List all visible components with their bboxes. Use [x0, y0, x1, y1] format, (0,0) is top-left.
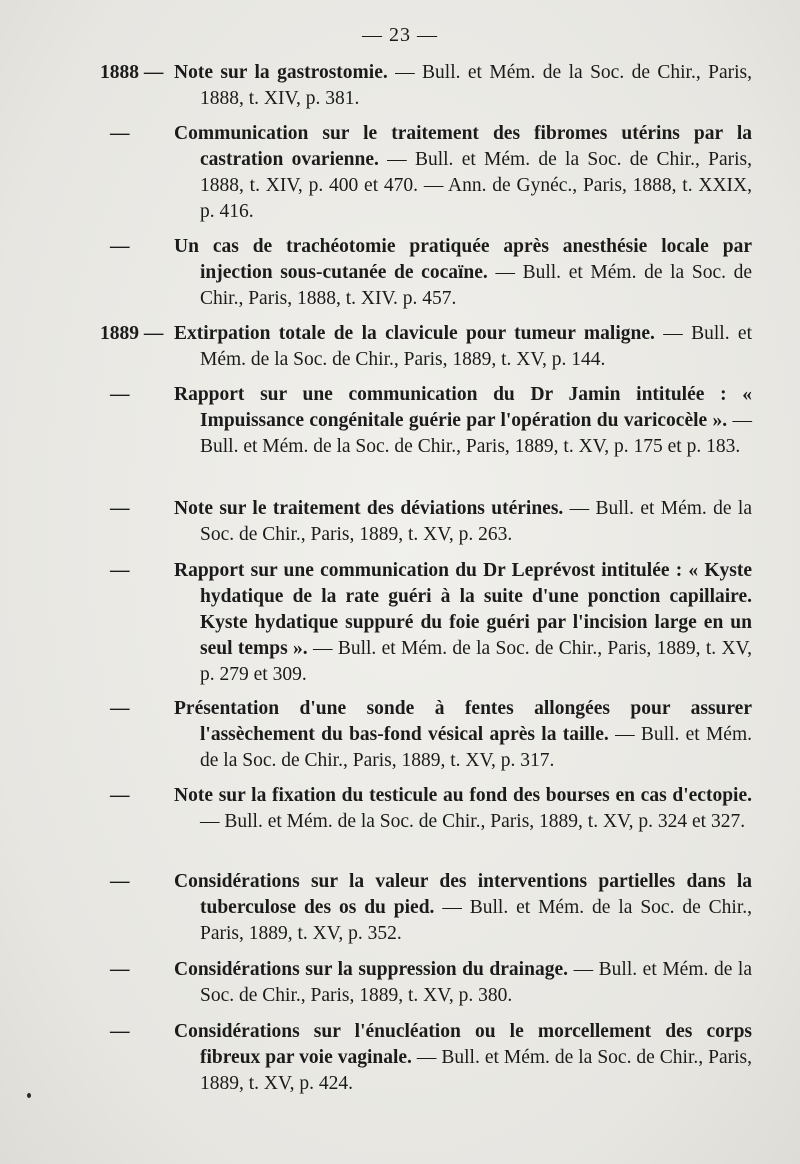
- page-number: — 23 —: [362, 24, 438, 46]
- entry-marker: —: [110, 871, 130, 892]
- entry-marker: —: [110, 384, 130, 405]
- bibliography-entry: [100, 696, 752, 783]
- entry-marker: —: [110, 1021, 130, 1042]
- entry-marker: —: [110, 785, 130, 806]
- entry-title: Présentation d'une sonde à fentes allongées pour assurer l'assèchement du bas-fond vésical après la taille.: [174, 698, 752, 745]
- entry-reference: — Bull. et Mém. de la Soc. de Chir., Paris, 1889, t. XV, p. 144.: [200, 323, 753, 370]
- entry-title: Considérations sur la suppression du drainage.: [174, 959, 568, 980]
- entry-reference: — Bull. et Mém. de la Soc. de Chir., Paris, 1889, t. XV, p. 380.: [200, 959, 752, 1006]
- entry-reference: — Bull. et Mém. de la Soc. de Chir., Paris, 1888, t. XIV. p. 457.: [200, 262, 753, 309]
- entry-marker: 1889 —: [100, 323, 164, 344]
- entry-title: Note sur la fixation du testicule au fond des bourses en cas d'ectopie.: [174, 785, 752, 806]
- entry-reference: — Bull. et Mém. de la Soc. de Chir., Paris, 1889, t. XV, p. 317.: [200, 724, 753, 771]
- entry-reference: — Bull. et Mém. de la Soc. de Chir., Paris, 1888, t. XIV, p. 400 et 470. — Ann. de Gynéc., Paris, 1888, t. XXIX, p. 416.: [200, 149, 752, 222]
- bibliography-list: [100, 60, 752, 1099]
- bibliography-entry: [100, 783, 752, 869]
- entry-title: Communication sur le traitement des fibromes utérins par la castration ovarienne.: [174, 123, 752, 170]
- entry-marker: —: [110, 959, 130, 980]
- ink-speck: [27, 1093, 31, 1098]
- bibliography-entry: [100, 321, 752, 382]
- bibliography-entry: [100, 1019, 752, 1099]
- entry-reference: — Bull. et Mém. de la Soc. de Chir., Paris, 1888, t. XIV, p. 381.: [200, 62, 753, 109]
- entry-title: Un cas de trachéotomie pratiquée après anesthésie locale par injection sous-cutanée de cocaïne.: [174, 236, 752, 283]
- bibliography-entry: [100, 382, 752, 496]
- entry-title: Note sur le traitement des déviations utérines.: [174, 498, 564, 519]
- entry-title: Considérations sur la valeur des interventions partielles dans la tuberculose des os du pied.: [174, 871, 752, 918]
- entry-marker: —: [110, 123, 130, 144]
- entry-reference: — Bull. et Mém. de la Soc. de Chir., Paris, 1889, t. XV, p. 279 et 309.: [200, 638, 753, 685]
- entry-title: Extirpation totale de la clavicule pour tumeur maligne.: [174, 323, 655, 344]
- entry-marker: 1888 —: [100, 62, 164, 83]
- entry-title: Considérations sur l'énucléation ou le morcellement des corps fibreux par voie vaginale.: [174, 1021, 752, 1068]
- entry-reference: — Bull. et Mém. de la Soc. de Chir., Paris, 1889, t. XV, p. 263.: [200, 498, 752, 545]
- entry-marker: —: [110, 498, 130, 519]
- entry-marker: —: [110, 560, 130, 581]
- bibliography-entry: [100, 496, 752, 558]
- entry-reference: — Bull. et Mém. de la Soc. de Chir., Paris, 1889, t. XV, p. 175 et p. 183.: [200, 410, 752, 457]
- entry-reference: — Bull. et Mém. de la Soc. de Chir., Paris, 1889, t. XV, p. 352.: [200, 897, 753, 944]
- bibliography-entry: [100, 869, 752, 957]
- bibliography-entry: [100, 60, 752, 121]
- bibliography-entry: [100, 234, 752, 321]
- bibliography-entry: [100, 121, 752, 234]
- entry-reference: — Bull. et Mém. de la Soc. de Chir., Paris, 1889, t. XV, p. 424.: [200, 1047, 752, 1094]
- entry-title: Rapport sur une communication du Dr Leprévost intitulée : « Kyste hydatique de la rate guéri à la suite d'une ponction capillaire. Kyste hydatique suppuré du foie guéri par l'incision large en un seul temps ».: [174, 560, 752, 659]
- entry-title: Rapport sur une communication du Dr Jamin intitulée : « Impuissance congénitale guérie par l'opération du varicocèle ».: [174, 384, 752, 431]
- bibliography-entry: [100, 957, 752, 1019]
- entry-marker: —: [110, 236, 130, 257]
- entry-title: Note sur la gastrostomie.: [174, 62, 388, 83]
- entry-reference: — Bull. et Mém. de la Soc. de Chir., Paris, 1889, t. XV, p. 324 et 327.: [200, 811, 746, 832]
- bibliography-entry: [100, 558, 752, 696]
- entry-marker: —: [110, 698, 130, 719]
